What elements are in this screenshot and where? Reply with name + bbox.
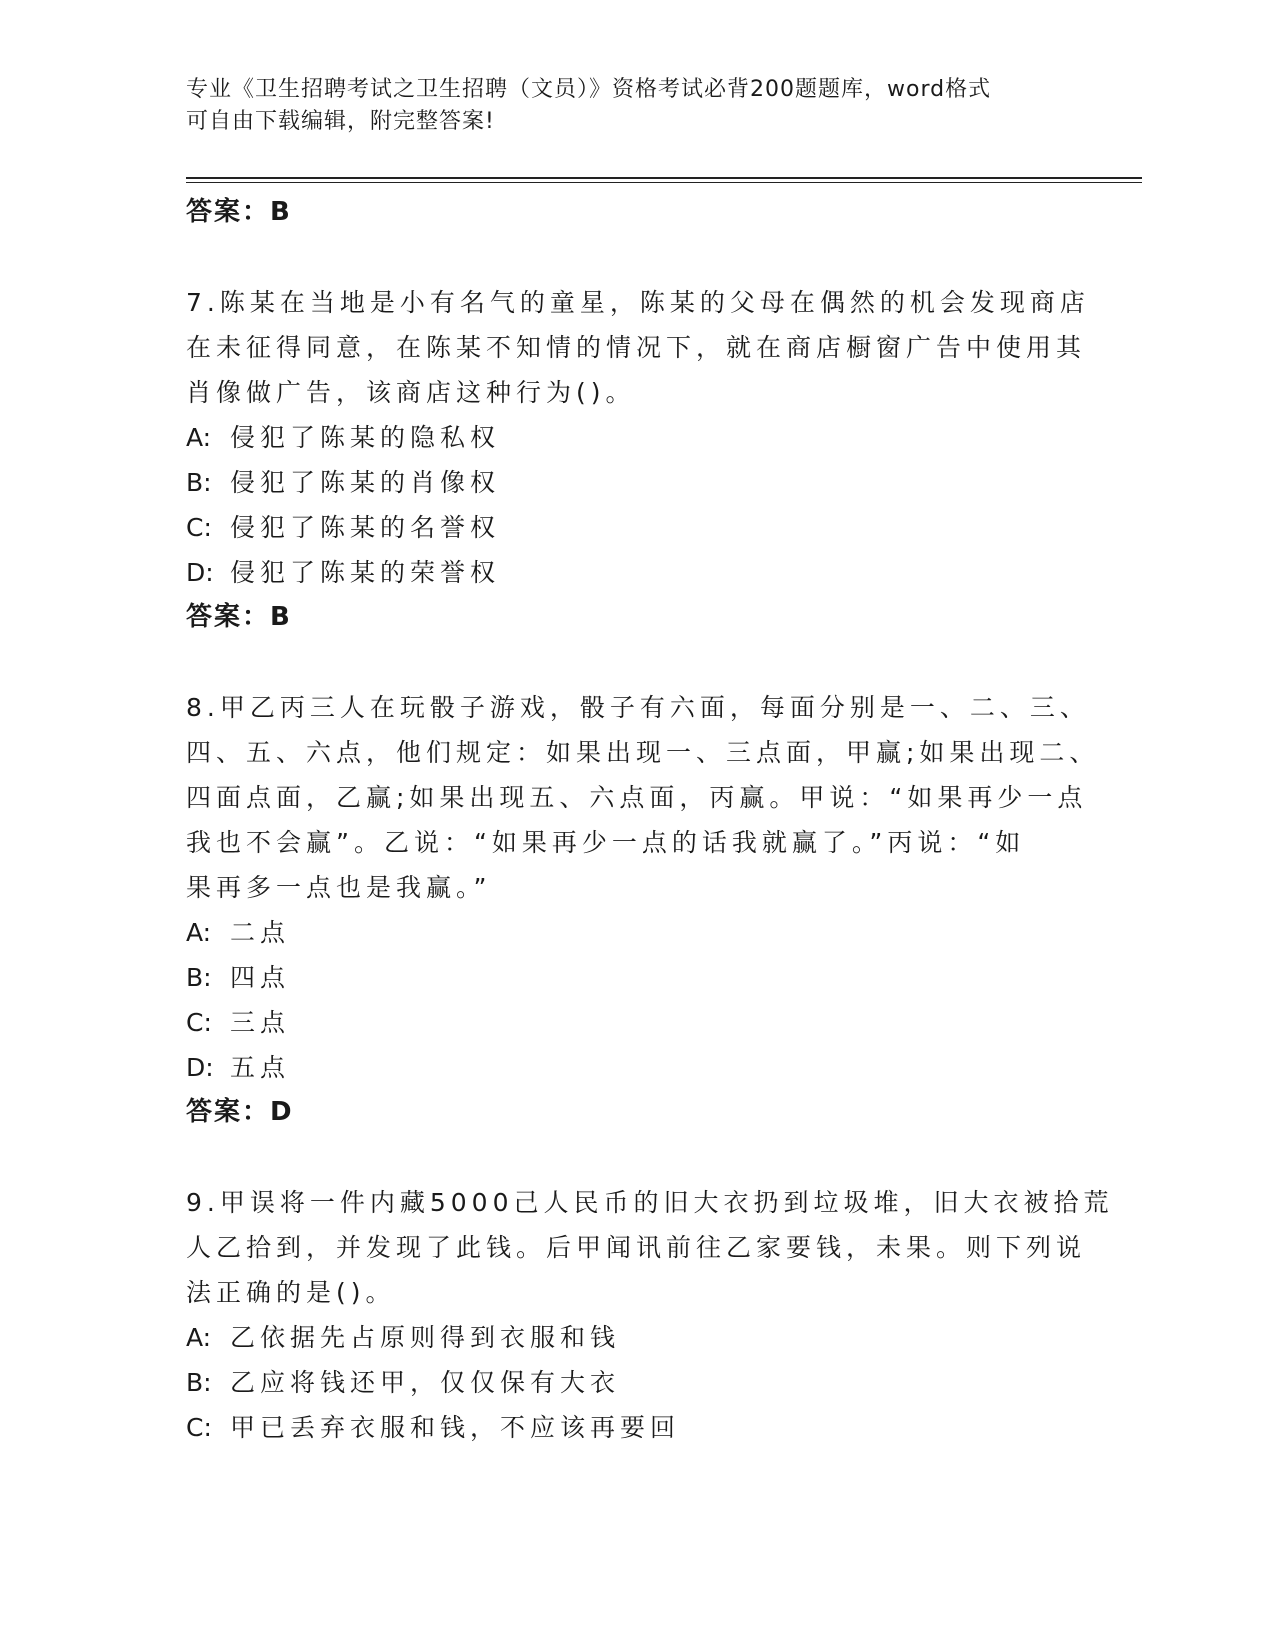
question-text-line: 8.甲乙丙三人在玩骰子游戏，骰子有六面，每面分别是一、二、三、	[186, 693, 1090, 722]
option-letter: A:	[186, 423, 212, 452]
spacer	[186, 640, 1066, 685]
option-c	[186, 505, 1066, 550]
option-text: 侵犯了陈某的名誉权	[230, 513, 501, 542]
option-text: 侵犯了陈某的隐私权	[230, 423, 501, 452]
option-b	[186, 955, 1066, 1000]
option-text: 乙依据先占原则得到衣服和钱	[230, 1323, 621, 1352]
spacer	[186, 235, 1066, 280]
spacer	[186, 1135, 1066, 1180]
option-a	[186, 910, 1066, 955]
option-d	[186, 1045, 1066, 1090]
question-list	[186, 190, 1114, 1450]
option-letter: C:	[186, 1413, 212, 1442]
option-a	[186, 415, 1066, 460]
question-text-line: 我也不会赢”。乙说：“如果再少一点的话我就赢了。”丙说：“如	[186, 828, 1026, 857]
option-text: 乙应将钱还甲，仅仅保有大衣	[230, 1368, 621, 1397]
question-8	[186, 685, 1100, 1135]
option-b	[186, 1360, 1066, 1405]
option-c	[186, 1405, 1066, 1450]
option-letter: B:	[186, 1368, 212, 1397]
header-divider-thin	[186, 182, 1142, 183]
header-line-2: 可自由下载编辑，附完整答案!	[186, 109, 495, 134]
option-text: 二点	[230, 918, 291, 947]
option-text: 侵犯了陈某的荣誉权	[230, 558, 501, 587]
question-text-line: 果再多一点也是我赢。”	[186, 873, 492, 902]
option-text: 五点	[230, 1053, 291, 1082]
option-text: 侵犯了陈某的肖像权	[230, 468, 501, 497]
option-letter: B:	[186, 468, 212, 497]
option-letter: C:	[186, 513, 212, 542]
answer-label: 答案：D	[186, 1097, 294, 1127]
option-b	[186, 460, 1066, 505]
option-text: 三点	[230, 1008, 291, 1037]
header-divider-thick	[186, 177, 1142, 179]
question-text-line: 在未征得同意，在陈某不知情的情况下，就在商店橱窗广告中使用其	[186, 333, 1087, 362]
question-text-line: 四面点面，乙赢;如果出现五、六点面，丙赢。甲说：“如果再少一点	[186, 783, 1088, 812]
page-header	[186, 74, 1086, 138]
answer-label: 答案：B	[186, 602, 292, 632]
option-letter: B:	[186, 963, 212, 992]
question-text-line: 法正确的是()。	[186, 1278, 396, 1307]
option-a	[186, 1315, 1066, 1360]
header-line-1: 专业《卫生招聘考试之卫生招聘（文员）》资格考试必背200题题库，word格式	[186, 77, 992, 102]
option-letter: D:	[186, 1053, 214, 1082]
question-text-line: 四、五、六点，他们规定：如果出现一、三点面，甲赢;如果出现二、	[186, 738, 1100, 767]
question-text-line: 肖像做广告，该商店这种行为()。	[186, 378, 636, 407]
previous-answer: 答案：B	[186, 197, 292, 227]
option-letter: A:	[186, 918, 212, 947]
question-9	[186, 1180, 1114, 1450]
question-text-line: 人乙拾到，并发现了此钱。后甲闻讯前往乙家要钱，未果。则下列说	[186, 1233, 1087, 1262]
question-text-line: 7.陈某在当地是小有名气的童星，陈某的父母在偶然的机会发现商店	[186, 288, 1090, 317]
option-text: 四点	[230, 963, 291, 992]
option-d	[186, 550, 1066, 595]
option-letter: C:	[186, 1008, 212, 1037]
question-7	[186, 280, 1090, 640]
option-text: 甲已丢弃衣服和钱，不应该再要回	[230, 1413, 681, 1442]
option-letter: D:	[186, 558, 214, 587]
option-letter: A:	[186, 1323, 212, 1352]
option-c	[186, 1000, 1066, 1045]
question-text-line: 9.甲误将一件内藏5000己人民币的旧大衣扔到垃圾堆，旧大衣被拾荒	[186, 1188, 1114, 1217]
